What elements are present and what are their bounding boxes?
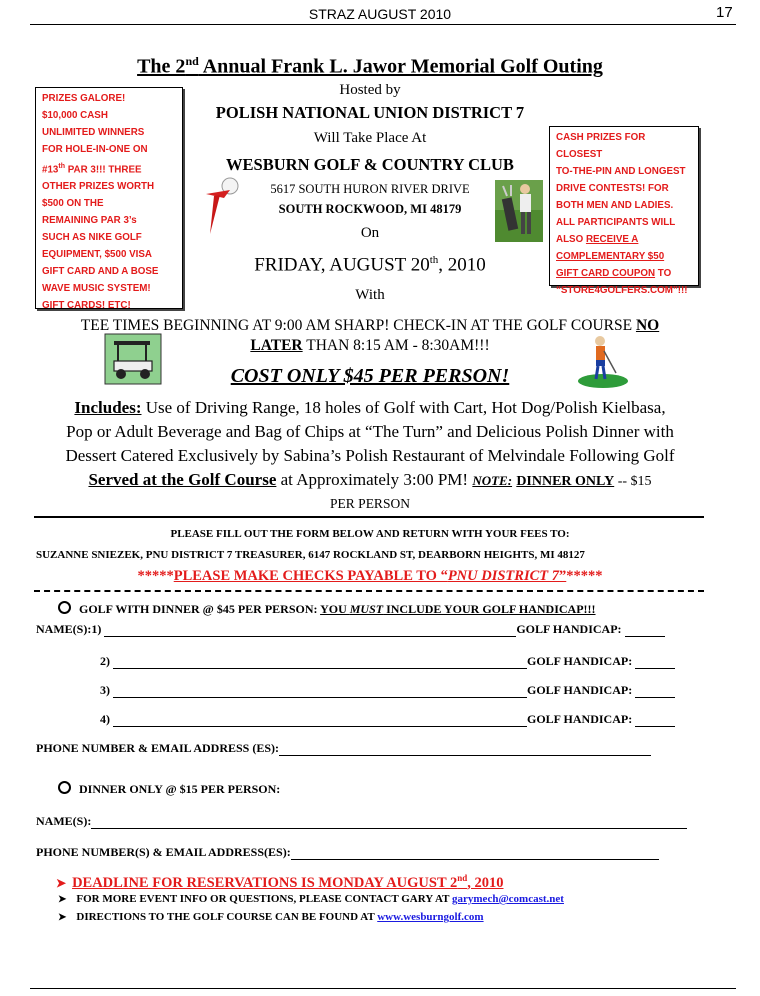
dinner-only-option[interactable]: DINNER ONLY @ $15 PER PERSON: [58,781,280,797]
handicap-field-3[interactable] [635,685,675,698]
arrow-bullet-icon: ➤ [56,875,67,890]
cash-prizes-box-line: GIFT CARD COUPON TO [556,268,672,279]
footer-rule [30,988,736,989]
section-divider [34,516,704,518]
name-row-3: 3) GOLF HANDICAP: [100,683,675,698]
venue: WESBURN GOLF & COUNTRY CLUB [226,155,514,174]
cash-prizes-box-line: ALSO RECEIVE A [556,234,639,245]
name-field-1[interactable] [104,624,516,637]
cash-prizes-box-line: TO-THE-PIN AND LONGEST [556,166,686,177]
arrow-bullet-icon: ➤ [58,894,67,905]
name-field-2[interactable] [113,656,527,669]
phone-email-field[interactable] [279,743,651,756]
dinner-phone-field[interactable] [291,847,659,860]
cost-headline: COST ONLY $45 PER PERSON! [230,365,510,387]
prizes-box-line: WAVE MUSIC SYSTEM! [42,283,151,295]
form-instructions: PLEASE FILL OUT THE FORM BELOW AND RETURN WITH YOUR FEES TO: [170,528,570,540]
directions-info: ➤ DIRECTIONS TO THE GOLF COURSE CAN BE FOUND AT www.wesburngolf.com [58,911,484,923]
prizes-box-line: REMAINING PAR 3’s [42,215,137,227]
contact-info: ➤ FOR MORE EVENT INFO OR QUESTIONS, PLEASE CONTACT GARY AT garymech@comcast.net [58,893,564,905]
golf-tee-icon [200,176,242,238]
prizes-box-line: UNLIMITED WINNERS [42,127,145,138]
hosted-by: Hosted by [339,82,401,98]
name-row-4: 4) GOLF HANDICAP: [100,712,675,727]
host-name: POLISH NATIONAL UNION DISTRICT 7 [215,103,525,122]
treasurer-address: SUZANNE SNIEZEK, PNU DISTRICT 7 TREASURER, 6147 ROCKLAND ST, DEARBORN HEIGHTS, MI 48127 [36,549,585,561]
contact-email-link[interactable]: garymech@comcast.net [452,893,564,905]
prizes-box-line: $500 ON THE [42,198,104,210]
cash-prizes-box-line: ALL PARTICIPANTS WILL [556,217,676,228]
dinner-only-radio[interactable] [58,781,71,794]
phone-email-row: PHONE NUMBER & EMAIL ADDRESS (ES): [36,741,651,756]
name-field-3[interactable] [113,685,527,698]
dinner-names-field[interactable] [91,816,687,829]
cash-prizes-box-line: CASH PRIZES FOR CLOSEST [556,132,646,160]
cash-prizes-box-line: BOTH MEN AND LADIES. [556,200,674,211]
address-line2: SOUTH ROCKWOOD, MI 48179 [278,202,462,216]
will-take-place: Will Take Place At [313,130,427,146]
name-field-4[interactable] [113,714,527,727]
includes-text: Includes: Use of Driving Range, 18 holes of Golf with Cart, Hot Dog/Polish Kielbasa, Pop or Adult Beverage and Bag of Chips at “The Turn” and Delicious Polish Dinner with Dessert Catered Exclusively by Sabina’s Polish Restaurant of Melvindale Following Golf Served at the Golf Course at Approximately 3:00 PM! NOTE: DINNER ONLY -- $15 PER PERSON [65,398,675,511]
on-label: On [360,225,380,241]
cash-prizes-box [549,126,699,296]
page-title: The 2nd Annual Frank L. Jawor Memorial Golf Outing [137,54,603,78]
prizes-box-line: EQUIPMENT, $500 VISA [42,249,152,261]
golf-dinner-radio[interactable] [58,601,71,614]
checks-payable: *****PLEASE MAKE CHECKS PAYABLE TO “PNU DISTRICT 7”***** [137,568,603,584]
website-link[interactable]: www.wesburngolf.com [377,911,484,923]
page-number: 17 [716,4,733,21]
with-label: With [355,287,385,303]
deadline-notice: ➤ DEADLINE FOR RESERVATIONS IS MONDAY AUGUST 2nd, 2010 [56,873,504,891]
prizes-box-line: PRIZES GALORE! [42,93,126,104]
tee-times-line1: TEE TIMES BEGINNING AT 9:00 AM SHARP! CHECK-IN AT THE GOLF COURSE NO [80,317,660,334]
prizes-box-line: FOR HOLE-IN-ONE ON [42,144,148,155]
golf-dinner-option[interactable]: GOLF WITH DINNER @ $45 PER PERSON: YOU MUST INCLUDE YOUR GOLF HANDICAP!!! [58,601,596,617]
address-line1: 5617 SOUTH HURON RIVER DRIVE [270,182,470,196]
prizes-box-line: SUCH AS NIKE GOLF [42,232,142,244]
golfer-bag-icon [495,180,543,242]
cash-prizes-box-line: COMPLEMENTARY $50 [556,251,665,262]
dinner-names-row: NAME(S): [36,814,687,829]
newsletter-header: STRAZ AUGUST 2010 [308,6,452,22]
header-rule [30,24,736,25]
prizes-box [35,87,183,312]
handicap-field-2[interactable] [635,656,675,669]
prizes-box-line: OTHER PRIZES WORTH [42,181,155,193]
arrow-bullet-icon: ➤ [58,912,67,923]
handicap-field-1[interactable] [625,624,665,637]
prizes-box-line: GIFT CARDS! ETC! [42,300,131,312]
cash-prizes-box-line: DRIVE CONTESTS! FOR [556,183,669,194]
prizes-box-line: $10,000 CASH [42,110,108,121]
name-row-1: NAME(S):1) GOLF HANDICAP: [36,622,665,637]
tee-times-line2: LATER THAN 8:15 AM - 8:30AM!!! [250,337,490,354]
prizes-box-line: #13th PAR 3!!! THREE [42,163,142,176]
dinner-phone-row: PHONE NUMBER(S) & EMAIL ADDRESS(ES): [36,845,659,860]
event-date: FRIDAY, AUGUST 20th, 2010 [254,254,486,276]
cash-prizes-box-line: “STORE4GOLFERS.COM”!!! [556,285,688,296]
handicap-field-4[interactable] [635,714,675,727]
prizes-box-line: GIFT CARD AND A BOSE [42,266,159,278]
cut-line [34,590,704,592]
name-row-2: 2) GOLF HANDICAP: [100,654,675,669]
